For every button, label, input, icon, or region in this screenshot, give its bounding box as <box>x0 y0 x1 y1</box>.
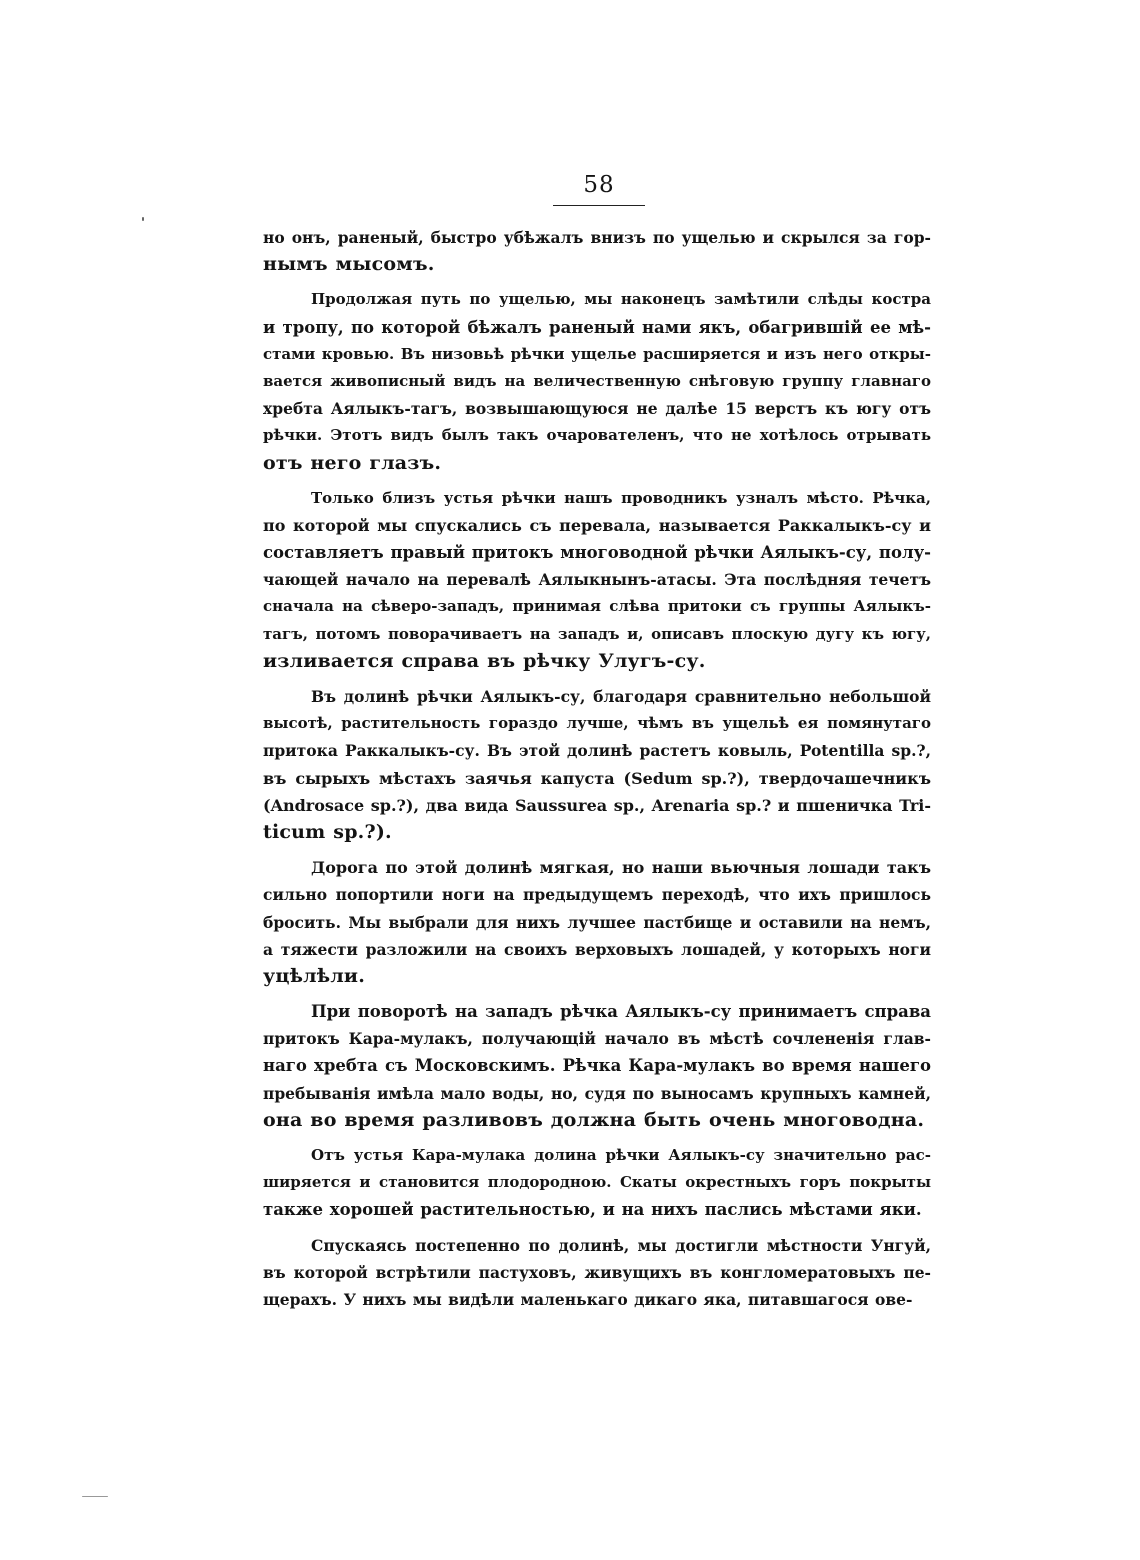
text-line: и тропу, по которой бѣжалъ раненый нами якъ, обагрившій ее мѣ- <box>263 317 931 337</box>
paragraph <box>263 224 931 278</box>
paragraph <box>263 1142 931 1224</box>
text-line: чающей начало на перевалѣ Аялыкнынъ-атасы. Эта послѣдняя течетъ <box>263 570 931 590</box>
scan-speck <box>82 1496 108 1497</box>
paragraph <box>263 854 931 990</box>
text-line: ширяется и становится плодородною. Скаты окрестныхъ горъ покрыты <box>263 1173 931 1192</box>
page-number: 58 <box>583 172 615 198</box>
paragraph-gap <box>263 990 931 998</box>
paragraph-gap <box>263 1134 931 1142</box>
text-line: Отъ устья Кара-мулака долина рѣчки Аялыкъ-су значительно рас- <box>311 1146 931 1164</box>
text-line: въ которой встрѣтили пастуховъ, живущихъ въ конгломератовыхъ пе- <box>263 1262 931 1282</box>
text-line: изливается справа въ рѣчку Улугъ-су. <box>263 649 706 672</box>
text-line: притокъ Кара-мулакъ, получающій начало въ мѣстѣ сочлененія глав- <box>263 1029 931 1049</box>
text-line: тагъ, потомъ поворачиваетъ на западъ и, описавъ плоскую дугу къ югу, <box>263 624 931 643</box>
paragraph <box>263 998 931 1134</box>
text-line: нымъ мысомъ. <box>263 253 435 276</box>
text-line: стами кровью. Въ низовьѣ рѣчки ущелье расширяется и изъ него откры- <box>263 344 931 363</box>
paragraph <box>263 1232 931 1314</box>
paragraph-gap <box>263 846 931 854</box>
text-line: Спускаясь постепенно по долинѣ, мы достигли мѣстности Унгуй, <box>311 1235 931 1255</box>
text-line: ticum sp.?). <box>263 820 392 843</box>
text-line: высотѣ, растительность гораздо лучше, чѣмъ въ ущельѣ ея помянутаго <box>263 714 931 733</box>
text-line: отъ него глазъ. <box>263 451 442 474</box>
text-line: пребыванія имѣла мало воды, но, судя по выносамъ крупныхъ камней, <box>263 1083 931 1103</box>
page-number-rule <box>553 205 645 206</box>
text-line: При поворотѣ на западъ рѣчка Аялыкъ-су принимаетъ справа <box>311 1002 931 1022</box>
text-line: сильно попортили ноги на предыдущемъ переходѣ, что ихъ пришлось <box>263 885 931 905</box>
paragraph-gap <box>263 477 931 485</box>
text-line: уцѣлѣли. <box>263 964 366 987</box>
text-line: но онъ, раненый, быстро убѣжалъ внизъ по ущелью и скрылся за гор- <box>263 228 931 247</box>
text-line: по которой мы спускались съ перевала, называется Раккалыкъ-су и <box>263 515 931 535</box>
text-line: также хорошей растительностью, и на нихъ паслись мѣстами яки. <box>263 1200 922 1220</box>
text-line: а тяжести разложили на своихъ верховыхъ лошадей, у которыхъ ноги <box>263 939 931 959</box>
paragraph-gap <box>263 1224 931 1232</box>
paragraph <box>263 485 931 675</box>
text-line: Въ долинѣ рѣчки Аялыкъ-су, благодаря сравнительно небольшой <box>311 687 931 706</box>
text-line: щерахъ. У нихъ мы видѣли маленькаго дикаго яка, питавшагося ове- <box>263 1289 913 1309</box>
text-line: притока Раккалыкъ-су. Въ этой долинѣ растетъ ковыль, Potentilla sp.?, <box>263 741 931 761</box>
text-line: сначала на сѣверо-западъ, принимая слѣва притоки съ группы Аялыкъ- <box>263 597 931 616</box>
text-line: въ сырыхъ мѣстахъ заячья капуста (Sedum sp.?), твердочашечникъ <box>263 768 931 788</box>
text-line: она во время разливовъ должна быть очень многоводна. <box>263 1108 925 1131</box>
paragraph-gap <box>263 675 931 683</box>
paragraph <box>263 286 931 476</box>
scan-speck <box>142 217 144 221</box>
paragraph-gap <box>263 278 931 286</box>
text-line: рѣчки. Этотъ видъ былъ такъ очарователенъ, что не хотѣлось отрывать <box>263 426 931 445</box>
text-line: вается живописный видъ на величественную снѣговую группу главнаго <box>263 371 931 390</box>
text-line: Продолжая путь по ущелью, мы наконецъ замѣтили слѣды костра <box>311 290 931 309</box>
body-text <box>263 224 931 1313</box>
text-line: (Androsace sp.?), два вида Saussurea sp., Arenaria sp.? и пшеничка Tri- <box>263 795 931 815</box>
text-line: бросить. Мы выбрали для нихъ лучшее пастбище и оставили на немъ, <box>263 912 931 932</box>
text-line: составляетъ правый притокъ многоводной рѣчки Аялыкъ-су, полу- <box>263 543 931 563</box>
text-line: Дорога по этой долинѣ мягкая, но наши вьючныя лошади такъ <box>311 858 931 878</box>
text-line: Только близъ устья рѣчки нашъ проводникъ узналъ мѣсто. Рѣчка, <box>311 488 931 507</box>
text-line: наго хребта съ Московскимъ. Рѣчка Кара-мулакъ во время нашего <box>263 1056 931 1076</box>
paragraph <box>263 683 931 846</box>
text-line: хребта Аялыкъ-тагъ, возвышающуюся не далѣе 15 верстъ къ югу отъ <box>263 399 931 419</box>
